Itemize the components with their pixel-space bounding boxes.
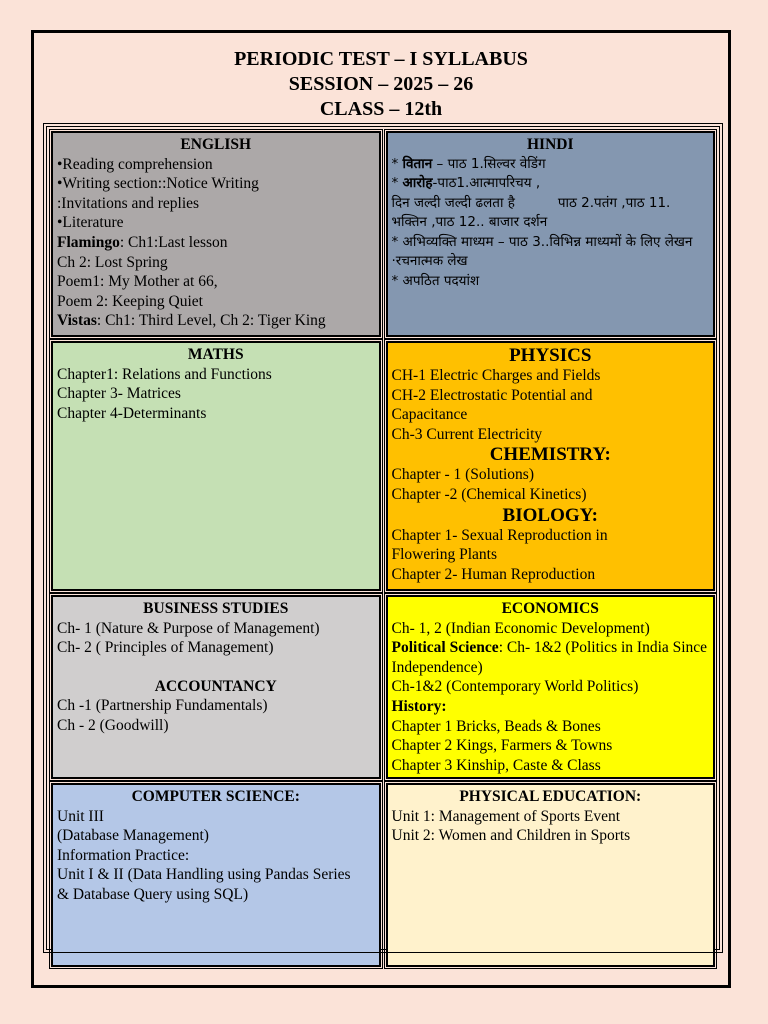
chemistry-line: Chapter - 1 (Solutions) [391,466,534,484]
history-heading [392,697,710,717]
economics-line: Ch- 1, 2 (Indian Economic Development) [391,619,650,637]
english-line: •Writing section::Notice Writing [57,175,259,193]
accountancy-line: Ch -1 (Partnership Fundamentals) [57,697,268,715]
vistas-text: : Ch1: Third Level, Ch 2: Tiger King [96,312,326,330]
pe-cell [386,783,716,967]
vitan-label: वितान [402,155,433,172]
hindi-line: * अपठित पदयांश [391,272,480,289]
physics-line: CH-1 Electric Charges and Fields [391,367,601,384]
cs-line: (Database Management) [57,827,209,845]
science-cell [386,341,716,591]
bullet: * [391,155,403,172]
aaroh-label: आरोह [402,175,433,192]
english-line: •Literature [57,214,124,232]
cs-heading: COMPUTER SCIENCE: [131,788,300,805]
physics-line: Ch-3 Current Electricity [391,425,543,443]
hindi-line: * अभिव्यक्ति माध्यम – पाठ 3..विभिन्न माध्यमों के लिए लेखन [391,233,693,250]
maths-cell [51,341,381,591]
history-line: Chapter 1 Bricks, Beads & Bones [391,717,601,735]
title-line-3: CLASS – 12th [319,98,443,120]
cs-cell [51,783,381,967]
pe-line: Unit 2: Women and Children in Sports [391,827,631,845]
english-flamingo-line [57,233,375,253]
english-line: Poem 2: Keeping Quiet [57,292,203,310]
cs-line: Unit I & II (Data Handling using Pandas Series & Database Query using SQL) [57,866,351,903]
economics-cell [386,595,716,779]
pe-line: Unit 1: Management of Sports Event [391,807,621,825]
english-line: Ch 2: Lost Spring [57,253,168,271]
flamingo-text: : Ch1:Last lesson [119,233,228,251]
economics-line: Ch-1&2 (Contemporary World Politics) [391,678,639,696]
history-label: History: [391,697,447,715]
hindi-line: दिन जल्दी जल्दी ढलता है पाठ 2.पतंग ,पाठ 11. [391,194,671,211]
economics-heading: ECONOMICS [501,600,599,617]
cs-line: Unit III [57,807,104,825]
biology-line: Chapter 1- Sexual Reproduction in Flowering Plants [391,526,608,564]
vitan-text: – पाठ 1.सिल्वर वेडिंग [432,155,546,172]
biology-heading: BIOLOGY: [502,504,598,526]
vistas-label: Vistas [57,312,97,330]
english-heading: ENGLISH [180,136,252,153]
english-line: :Invitations and replies [57,194,200,212]
bullet: * [391,175,403,192]
maths-line: Chapter1: Relations and Functions [57,365,272,383]
hindi-line [392,174,710,194]
english-line: •Reading comprehension [57,155,213,173]
maths-line: Chapter 4-Determinants [57,404,207,422]
business-heading: BUSINESS STUDIES [143,600,289,617]
title-line-1: PERIODIC TEST – I SYLLABUS [234,48,528,70]
english-vistas-line [57,311,375,331]
polsci-line [392,638,710,677]
history-line: Chapter 2 Kings, Farmers & Towns [391,737,613,755]
polsci-text: : Ch- 1&2 (Politics in India Since Independence) [391,639,708,676]
chemistry-line: Chapter -2 (Chemical Kinetics) [391,485,587,503]
hindi-cell [386,131,716,337]
hindi-line [392,155,710,175]
hindi-heading: HINDI [526,136,574,153]
biology-line: Chapter 2- Human Reproduction [391,565,596,583]
polsci-label: Political Science [391,639,499,657]
chemistry-heading: CHEMISTRY: [489,444,611,466]
accountancy-line: Ch - 2 (Goodwill) [57,716,169,734]
syllabus-table [46,126,720,950]
cs-line: Information Practice: [57,846,190,864]
hindi-line: भक्तिन ,पाठ 12.. बाजार दर्शन [391,214,548,231]
english-line: Poem1: My Mother at 66, [57,273,218,291]
physics-heading: PHYSICS [509,345,592,366]
spacer [57,658,375,677]
title-line-2: SESSION – 2025 – 26 [288,73,474,95]
pe-heading: PHYSICAL EDUCATION: [459,788,642,805]
accountancy-heading: ACCOUNTANCY [154,677,277,695]
maths-heading: MATHS [187,346,244,363]
business-line: Ch- 1 (Nature & Purpose of Management) [57,619,320,637]
english-cell [51,131,381,337]
flamingo-label: Flamingo [57,233,120,251]
history-line: Chapter 3 Kinship, Caste & Class [391,756,601,774]
maths-line: Chapter 3- Matrices [57,385,181,403]
physics-line: CH-2 Electrostatic Potential and Capacitance [391,386,593,424]
page-title [34,47,728,122]
aaroh-text: -पाठ1.आत्मापरिचय , [432,175,541,192]
business-cell [51,595,381,779]
hindi-line: ·रचनात्मक लेख [391,253,468,270]
business-line: Ch- 2 ( Principles of Management) [57,639,274,657]
